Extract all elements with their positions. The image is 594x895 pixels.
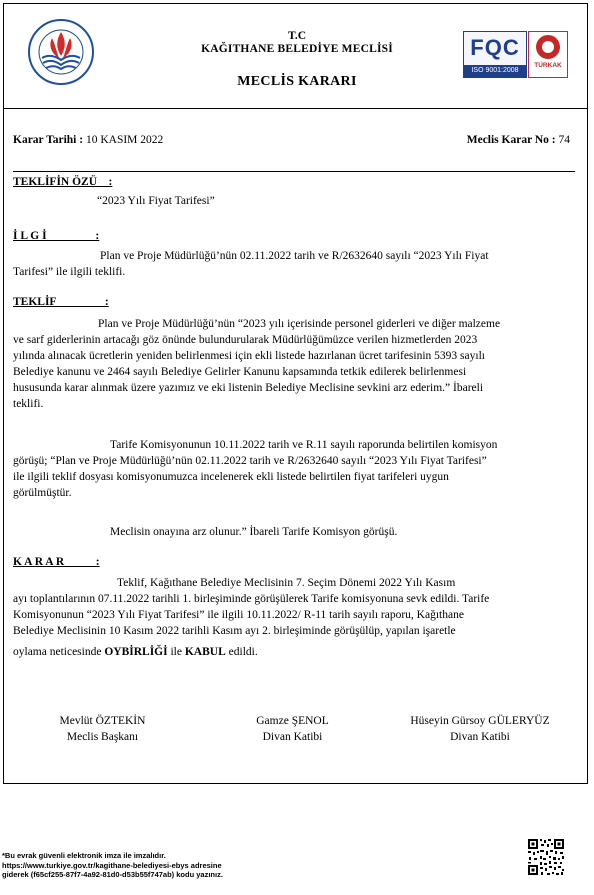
proposal-line: hususunda karar alınmak üzere yazımız ve eki listenin Belediye Meclisine sevkini arz ederim.” İbareli <box>13 382 484 394</box>
decision-line: Komisyonunun “2023 Yılı Fiyat Tarifesi” ile ilgili 10.11.2022/ R-11 tarih sayılı raporu, Kağıthane <box>13 609 464 621</box>
proposal-heading: TEKLİF : <box>13 296 109 308</box>
proposal-line: ve sarf giderlerinin artacağı göz önünde bulundurularak Müdürlüğümüzce verilen hizmetlerden 2023 <box>13 334 478 346</box>
footer-line: https://www.turkiye.gov.tr/kagithane-belediyesi-ebys adresine <box>2 860 222 870</box>
proposal-line: teklifi. <box>13 398 44 410</box>
fqc-text: FQC <box>470 35 520 60</box>
commission-line: ile ilgili teklif dosyası komisyonumuzca incelenerek ekli listede belirtilen fiyat tarifeleri uygun <box>13 471 449 483</box>
summary-text: “2023 Yılı Fiyat Tarifesi” <box>97 195 215 207</box>
signatory-name: Hüseyin Gürsoy GÜLERYÜZ <box>410 715 550 727</box>
unanimous-text: OYBİRLİĞİ <box>104 646 168 658</box>
decision-result-mid: ile <box>167 646 185 658</box>
accepted-text: KABUL <box>184 646 226 658</box>
signatory-title: Meclis Başkanı <box>66 731 139 743</box>
commission-line: görüşü; “Plan ve Proje Müdürlüğü’nün 02.11.2022 tarih ve R/2632640 sayılı “2023 Yılı Fiyat Tarifesi” <box>13 455 487 467</box>
commission-line: görülmüştür. <box>13 487 72 499</box>
decision-number <box>467 134 570 146</box>
iso-text: ISO 9001:2008 <box>471 67 519 74</box>
header-divider <box>3 108 588 109</box>
fqc-certification-logo <box>463 31 527 78</box>
footer-line: *Bu evrak güvenli elektronik imza ile imzalıdır. <box>2 851 166 860</box>
decision-line: Belediye Meclisinin 10 Kasım 2022 tarihli Kasım ayı 2. birleşiminde görüşülüp, yapılan işaretle <box>13 625 456 637</box>
decision-number-label: Meclis Karar No : <box>466 134 556 146</box>
signatory-name: Gamze ŞENOL <box>256 715 329 727</box>
meta-divider <box>13 171 575 172</box>
signature-block <box>220 713 365 745</box>
header-organization: KAĞITHANE BELEDİYE MECLİSİ <box>201 43 393 55</box>
proposal-line: yılında alınacak ücretlerin yeniden belirlenmesi için ekli listede hazırlanan ücret tarifesinin 5393 sayılı <box>13 350 485 362</box>
decision-result-post: edildi. <box>225 646 258 658</box>
signature-block <box>30 713 175 745</box>
decision-number-value: 74 <box>558 134 570 146</box>
signatory-title: Divan Katibi <box>262 731 323 743</box>
decision-line: ayı toplantılarının 07.11.2022 tarihli 1. birleşiminde görüşülerek Tarife komisyonuna sevk edildi. Tarife <box>13 593 490 605</box>
decision-date-label: Karar Tarihi : <box>13 134 84 146</box>
decision-result-line <box>13 644 258 660</box>
decision-date-value: 10 KASIM 2022 <box>85 134 164 146</box>
reference-line-1: Plan ve Proje Müdürlüğü’nün 02.11.2022 tarih ve R/2632640 sayılı “2023 Yılı Fiyat <box>100 250 489 262</box>
signatory-name: Mevlüt ÖZTEKİN <box>59 715 146 727</box>
commission-line: Tarife Komisyonunun 10.11.2022 tarih ve R.11 sayılı raporunda belirtilen komisyon <box>110 439 498 451</box>
decision-heading: K A R A R : <box>13 556 100 568</box>
decision-result-pre: oylama neticesinde <box>13 646 105 658</box>
decision-line: Teklif, Kağıthane Belediye Meclisinin 7. Seçim Dönemi 2022 Yılı Kasım <box>117 577 456 589</box>
decision-date <box>13 134 163 146</box>
header-tc: T.C <box>288 30 306 42</box>
reference-heading: İ L G İ : <box>13 230 100 242</box>
e-signature-notice <box>2 851 223 880</box>
proposal-line: Plan ve Proje Müdürlüğü’nün “2023 yılı içerisinde personel giderleri ve diğer malzeme <box>98 318 501 330</box>
qr-code-icon[interactable] <box>527 838 565 876</box>
footer-line: giderek (f65cf255-87f7-4a92-81d0-d53b55f747ab) kodu yazınız. <box>2 870 223 879</box>
signature-block <box>390 713 570 745</box>
reference-line-2: Tarifesi” ile ilgili teklifi. <box>13 266 126 278</box>
signatory-title: Divan Katibi <box>450 731 510 743</box>
approval-request: Meclisin onayına arz olunur.” İbareli Tarife Komisyon görüşü. <box>110 526 398 538</box>
proposal-line: Belediye kanunu ve 2464 sayılı Belediye Gelirler Kanunu kapsamında tetkik edilerek belirlenmesi <box>13 366 467 378</box>
summary-heading: TEKLİFİN ÖZÜ : <box>13 176 113 188</box>
document-title: MECLİS KARARI <box>237 74 357 89</box>
turkak-accreditation-logo <box>528 31 568 78</box>
turkak-text: TÜRKAK <box>534 62 562 69</box>
